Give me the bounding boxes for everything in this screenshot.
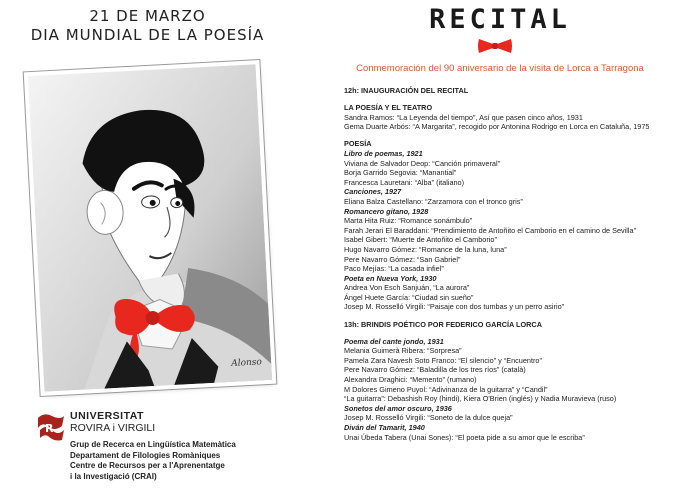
- list-item: Marta Hita Ruiz: “Romance sonámbulo”: [344, 216, 473, 226]
- section-heading: 13h: BRINDIS POÉTICO POR FEDERICO GARCÍA LORCA: [344, 319, 542, 329]
- org-line: i la Investigació (CRAI): [70, 471, 157, 481]
- section-heading: 12h: INAUGURACIÓN DEL RECITAL: [344, 86, 469, 95]
- left-panel: [0, 0, 295, 495]
- book-title: Libro de poemas, 1921: [344, 148, 423, 158]
- event-date: 21 DE MARZO: [89, 7, 206, 25]
- list-item: Viviana de Salvador Deop: “Canción primaveral”: [344, 158, 501, 168]
- right-panel: [300, 0, 700, 495]
- list-item: Ángel Huete García: “Ciudad sin sueño”: [344, 292, 474, 302]
- org-line: Grup de Recerca en Lingüística Matemàtica: [70, 440, 236, 449]
- university-block: [45, 410, 295, 482]
- list-item: “La guitarra”: Debashish Roy (hindi), Kiera O'Brien (inglés) y Nadia Muravieva (ruso): [344, 394, 617, 404]
- org-line: Centre de Recursos per a l'Aprenentatge: [70, 461, 225, 470]
- university-name-line2: ROVIRA i VIRGILI: [70, 422, 156, 434]
- list-item: Isabel Gibert: “Muerte de Antoñito el Camborio”: [344, 235, 497, 245]
- program-list: [344, 86, 694, 442]
- lorca-caricature-poster: [28, 64, 272, 391]
- svg-text:R: R: [45, 422, 54, 435]
- section-heading: POESÍA: [344, 139, 372, 149]
- list-item: Alexandra Draghici: “Memento” (rumano): [344, 375, 477, 385]
- list-item: Hugo Navarro Gómez: “Romance de la luna, luna”: [344, 244, 507, 254]
- list-item: Sandra Ramos: “La Leyenda del tiempo”, Así que pasen cinco años, 1931: [344, 112, 583, 122]
- book-title: Sonetos del amor oscuro, 1936: [344, 403, 452, 413]
- list-item: Pere Navarro Gómez: “Baladilla de los tres ríos” (català): [344, 365, 526, 375]
- list-item: M Dolores Gimeno Puyol: “Adivinanza de la guitarra” y “Candil”: [344, 384, 548, 394]
- lorca-caricature-illustration: [28, 64, 272, 391]
- book-title: Poema del cante jondo, 1931: [344, 336, 444, 346]
- book-title: Diván del Tamarit, 1940: [344, 423, 425, 432]
- list-item: Melania Guimerà Ribera: “Sorpresa”: [344, 346, 462, 356]
- subtitle: Conmemoración del 90 aniversario de la visita de Lorca a Tarragona: [356, 63, 644, 74]
- list-item: Paco Mejías: “La casada infiel”: [344, 264, 444, 274]
- list-item: Pamela Zara Navesh Soto Franco: “El silencio” y “Encuentro”: [344, 355, 542, 365]
- list-item: Unai Úbeda Tabera (Unai Sones): “El poeta pide a su amor que le escriba”: [344, 432, 585, 442]
- event-occasion: DIA MUNDIAL DE LA POESÍA: [30, 26, 265, 44]
- list-item: Andrea Von Esch Sanjuán, “La aurora”: [344, 283, 470, 293]
- section-heading: LA POESÍA Y EL TEATRO: [344, 103, 433, 113]
- book-title: Canciones, 1927: [344, 187, 402, 197]
- list-item: Gema Duarte Arbós: “A Margarita”, recogido por Antonina Rodrigo en Lorca en Cataluña, 1975: [344, 122, 650, 132]
- list-item: Josep M. Rosselló Virgili: “Soneto de la dulce queja”: [344, 413, 513, 423]
- book-title: Romancero gitano, 1928: [344, 206, 429, 216]
- page-title: RECITAL: [429, 4, 571, 35]
- poster-signature: Alonso: [230, 357, 263, 369]
- list-item: Farah Jerari El Baraddani: “Prendimiento de Antoñito el Camborio en el camino de Sevilla”: [344, 225, 637, 235]
- list-item: Francesca Lauretani: “Alba” (italiano): [344, 177, 465, 187]
- org-line: Departament de Filologies Romàniques: [70, 450, 221, 460]
- bow-tie-icon: [477, 37, 513, 55]
- book-title: Poeta en Nueva York, 1930: [344, 273, 437, 283]
- list-item: Pere Navarro Gómez: “San Gabriel”: [344, 254, 461, 264]
- list-item: Eliana Balza Castellano: “Zarzamora con el tronco gris”: [344, 196, 523, 206]
- list-item: Borja Garrido Segovia: “Manantial”: [344, 168, 457, 178]
- list-item: Josep M. Rosselló Virgili: “Paisaje con dos tumbas y un perro asirio”: [344, 302, 565, 312]
- university-logo-icon: [34, 412, 68, 442]
- university-name: UNIVERSITAT: [70, 410, 144, 422]
